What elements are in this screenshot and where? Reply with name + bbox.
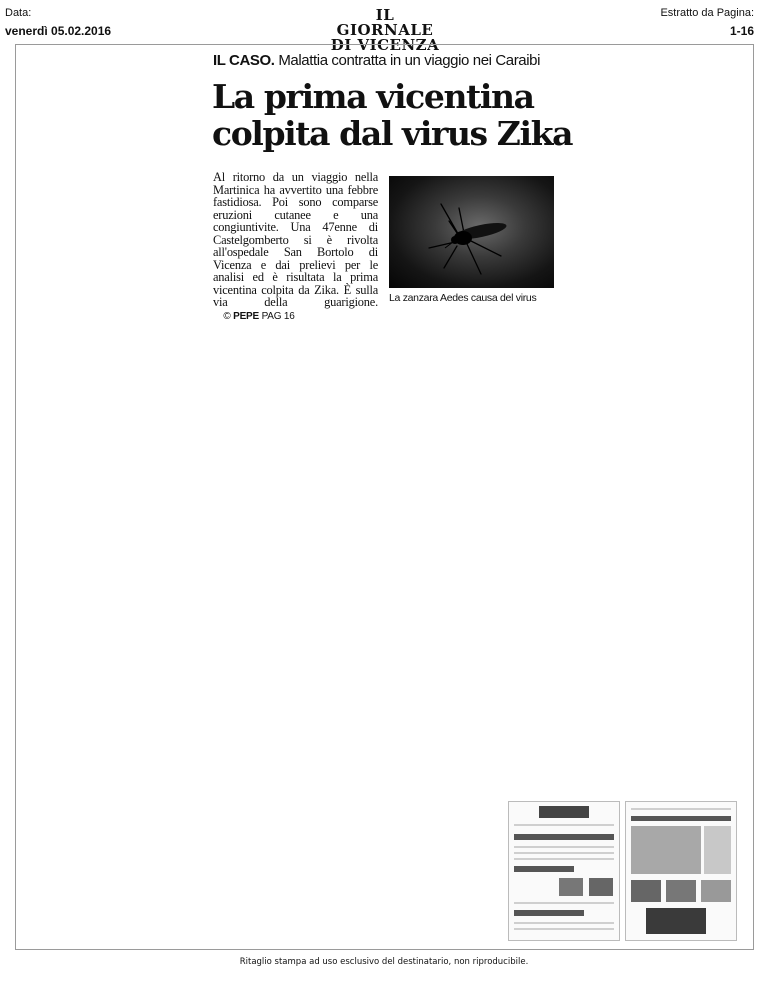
ref-author: PEPE [233,310,259,322]
page-value: 1-16 [729,24,754,38]
title-line2: colpita dal virus Zika [212,114,573,153]
article-body [213,171,378,323]
page-header [660,6,754,38]
kicker-bold: IL CASO. [213,52,275,69]
article-body-text: Al ritorno da un viaggio nella Martinica ha avvertito una febbre fastidiosa. Poi sono comparse eruzioni cutanee e una congiuntivite. Una 47enne di Castelgomberto si è rivolta all'ospedale San Bortolo di Vicenza e dai prelievi per le analisi ed è risultata la prima vicentina colpita da Zika. È sulla via della guarigione. [213,170,378,309]
masthead-line1: IL GIORNALE [336,6,434,39]
footer-notice: Ritaglio stampa ad uso esclusivo del destinatario, non riproducibile. [239,957,529,967]
mosquito-silhouette [389,176,554,288]
ref-page: PAG 16 [261,310,295,322]
ref-symbol: © [223,310,231,322]
mosquito-photo [389,176,554,288]
kicker-text: Malattia contratta in un viaggio nei Caraibi [278,52,541,69]
photo-caption: La zanzara Aedes causa del virus [389,292,537,304]
date-header [5,6,111,38]
article-kicker [213,52,540,69]
page-reference [213,311,295,322]
date-label: Data: [5,7,32,19]
page-label: Estratto da Pagina: [660,7,754,19]
article-title [212,78,592,152]
title-line1: La prima vicentina [212,77,534,116]
date-value: venerdì 05.02.2016 [5,24,112,38]
inner-page-thumbnail [625,801,737,941]
masthead-line2: DI VICENZA [330,36,440,54]
front-page-thumbnail [508,801,620,941]
